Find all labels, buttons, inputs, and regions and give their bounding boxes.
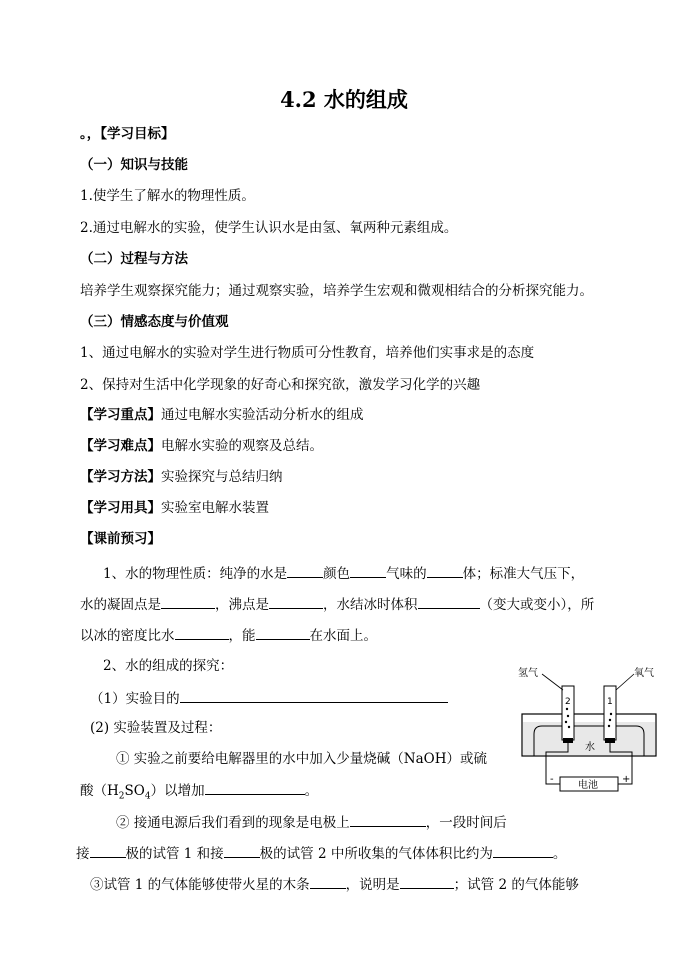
q2-text: ，一段时间后 — [425, 815, 507, 831]
objective-item: 2、保持对生活中化学现象的好奇心和探究欲，激发学习化学的兴趣 — [80, 377, 481, 393]
answer-blank[interactable] — [90, 843, 126, 858]
answer-blank[interactable] — [224, 843, 260, 858]
tube-number: 2 — [565, 697, 571, 707]
answer-blank[interactable] — [418, 594, 480, 609]
section-2-heading: （二）过程与方法 — [80, 251, 188, 267]
q1-text: 1、水的物理性质：纯净的水是 — [103, 566, 288, 582]
oxygen-label: 氧气 — [634, 668, 654, 679]
q1-line-3 — [80, 625, 377, 645]
answer-blank[interactable] — [287, 563, 323, 578]
electrolysis-apparatus-figure — [516, 664, 662, 794]
water-label: 水 — [585, 742, 595, 753]
tools-label: 【学习用具】 — [80, 500, 161, 516]
q2-text: ③试管 1 的气体能够使带火星的木条 — [90, 877, 310, 893]
method-text: 实验探究与总结归纳 — [161, 469, 283, 485]
q2-text: 极的试管 2 中所收集的气体体积比约为 — [259, 846, 493, 862]
objective-item: 1.使学生了解水的物理性质。 — [80, 188, 255, 204]
q2-step-2b — [76, 843, 566, 863]
q1-text: 颜色 — [323, 566, 351, 582]
q1-text: ，能 — [228, 628, 256, 644]
q2-part-1 — [90, 688, 448, 708]
minus-sign: - — [550, 774, 554, 785]
q2-step-3 — [90, 874, 579, 894]
q1-text: ，沸点是 — [215, 597, 269, 613]
q2-text: （1）实验目的 — [90, 691, 180, 707]
q1-text: 体；标准大气压下， — [462, 566, 585, 582]
battery-label: 电池 — [578, 780, 598, 791]
subscript: 4 — [144, 791, 151, 802]
q2-text: ）以增加 — [150, 783, 205, 799]
method-label: 【学习方法】 — [80, 469, 161, 485]
answer-blank[interactable] — [269, 594, 323, 609]
key-point-text: 通过电解水实验活动分析水的组成 — [161, 407, 364, 423]
q2-step-1b — [80, 780, 318, 806]
test-tube-left — [562, 686, 574, 740]
answer-blank[interactable] — [493, 843, 553, 858]
tools-text: 实验室电解水装置 — [161, 500, 269, 516]
q2-text: SO — [124, 783, 145, 799]
q1-text: 水的凝固点是 — [80, 597, 161, 613]
section-1-heading: （一）知识与技能 — [80, 157, 188, 173]
key-point — [80, 406, 364, 424]
q2-text: 接 — [76, 846, 90, 862]
key-point-label: 【学习重点】 — [80, 407, 161, 423]
answer-blank[interactable] — [256, 625, 310, 640]
q1-line-2 — [80, 594, 594, 614]
q2-title: 2、水的组成的探究： — [103, 658, 234, 674]
tools — [80, 499, 269, 517]
q2-text: 酸（H — [80, 783, 119, 799]
objectives-heading: 。，【学习目标】 — [80, 126, 175, 142]
answer-blank[interactable] — [205, 780, 305, 795]
plus-sign: + — [622, 774, 631, 785]
q2-text: ，说明是 — [345, 877, 400, 893]
difficulty — [80, 437, 323, 455]
q2-text: 。 — [552, 846, 567, 862]
objective-item: 2.通过电解水的实验，使学生认识水是由氢、氧两种元素组成。 — [80, 220, 458, 236]
answer-blank[interactable] — [350, 563, 386, 578]
q1-line-1 — [103, 563, 584, 583]
answer-blank[interactable] — [175, 625, 229, 640]
q1-text: （变大或变小），所 — [479, 597, 595, 613]
q2-text: 。 — [304, 783, 319, 799]
section-3-heading: （三）情感态度与价值观 — [80, 314, 229, 330]
q1-text: 以冰的密度比水 — [80, 628, 175, 644]
method — [80, 468, 283, 486]
q1-text: ，水结冰时体积 — [323, 597, 418, 613]
q1-text: 气味的 — [386, 566, 427, 582]
preview-heading: 【课前预习】 — [80, 531, 161, 547]
subscript: 2 — [118, 791, 125, 802]
difficulty-label: 【学习难点】 — [80, 438, 161, 454]
objective-item: 1、通过电解水的实验对学生进行物质可分性教育，培养他们实事求是的态度 — [80, 345, 535, 361]
hydrogen-label: 氢气 — [518, 668, 538, 679]
q1-text: 在水面上。 — [309, 628, 377, 644]
test-tube-right — [604, 686, 616, 740]
answer-blank[interactable] — [350, 812, 426, 827]
answer-blank[interactable] — [400, 874, 454, 889]
section-2-text: 培养学生观察探究能力；通过观察实验，培养学生宏观和微观相结合的分析探究能力。 — [80, 283, 593, 299]
q2-text: ② 接通电源后我们看到的现象是电极上 — [116, 815, 350, 831]
q2-text: 极的试管 1 和接 — [125, 846, 224, 862]
answer-blank[interactable] — [427, 563, 463, 578]
q2-text: ；试管 2 的气体能够 — [453, 877, 579, 893]
answer-blank[interactable] — [180, 688, 448, 703]
q2-step-1a: ① 实验之前要给电解器里的水中加入少量烧碱（NaOH）或硫 — [116, 751, 487, 767]
tube-number: 1 — [607, 697, 613, 707]
answer-blank[interactable] — [161, 594, 215, 609]
answer-blank[interactable] — [310, 874, 346, 889]
q2-part-2: (2) 实验装置及过程： — [90, 720, 222, 736]
page-title: 4.2 水的组成 — [280, 87, 408, 112]
difficulty-text: 电解水实验的观察及总结。 — [161, 438, 323, 454]
q2-step-2a — [116, 812, 507, 832]
